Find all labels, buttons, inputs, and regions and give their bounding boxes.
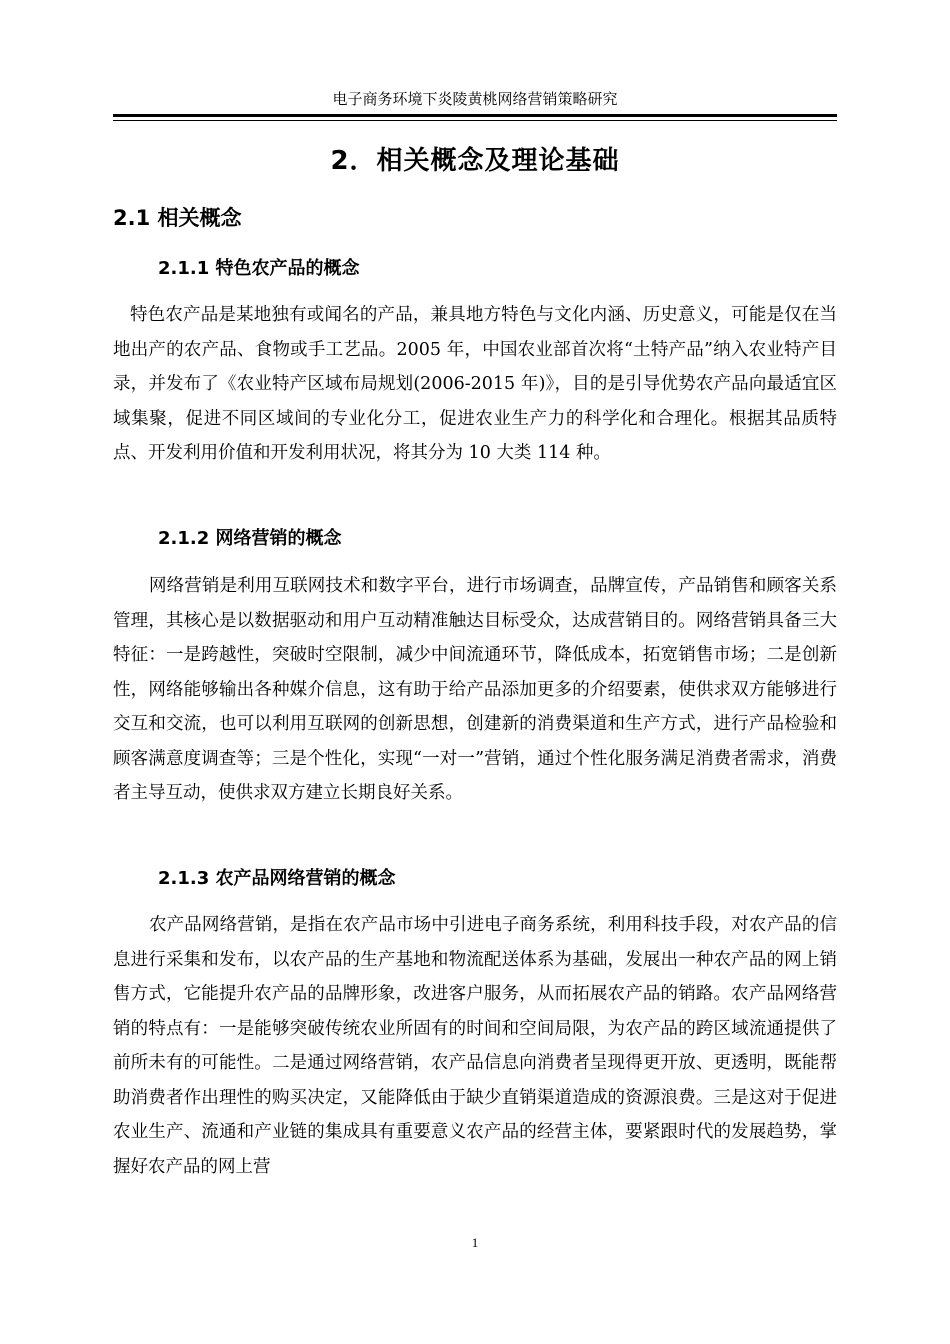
running-header: 电子商务环境下炎陵黄桃网络营销策略研究 <box>332 90 618 108</box>
subsection-heading-2-1-2: 2.1.2 网络营销的概念 <box>158 528 342 549</box>
paragraph-2-1-1: 特色农产品是某地独有或闻名的产品，兼具地方特色与文化内涵、历史意义，可能是仅在当地出产的农产品、食物或手工艺品。2005 年，中国农业部首次将“土特产品”纳入农业特产目录，并发布了《农业特产区域布局规划(2006-2015 年)》，目的是引导优势农产品向最适宜区域集聚，促进不同区域间的专业化分工，促进农业生产力的科学化和合理化。根据其品质特点、开发利用价值和开发利用状况，将其分为 10 大类 114 种。 <box>113 305 837 463</box>
header-rule-thin <box>113 120 837 121</box>
chapter-title: 2．相关概念及理论基础 <box>330 146 620 176</box>
paragraph-2-1-3: 农产品网络营销，是指在农产品市场中引进电子商务系统，利用科技手段，对农产品的信息进行采集和发布，以农产品的生产基地和物流配送体系为基础，发展出一种农产品的网上销售方式，它能提升农产品的品牌形象，改进客户服务，从而拓展农产品的销路。农产品网络营销的特点有：一是能够突破传统农业所固有的时间和空间局限，为农产品的跨区域流通提供了前所未有的可能性。二是通过网络营销，农产品信息向消费者呈现得更开放、更透明，既能帮助消费者作出理性的购买决定，又能降低由于缺少直销渠道造成的资源浪费。三是这对于促进农业生产、流通和产业链的集成具有重要意义农产品的经营主体，要紧跟时代的发展趋势，掌握好农产品的网上营 <box>113 915 837 1177</box>
header-rule-thick <box>113 114 837 117</box>
section-heading-2-1: 2.1 相关概念 <box>113 206 242 230</box>
page-number: 1 <box>471 1235 479 1250</box>
subsection-heading-2-1-1: 2.1.1 特色农产品的概念 <box>158 258 360 279</box>
subsection-heading-2-1-3: 2.1.3 农产品网络营销的概念 <box>158 868 396 889</box>
paragraph-2-1-2: 网络营销是利用互联网技术和数字平台，进行市场调查，品牌宣传，产品销售和顾客关系管理，其核心是以数据驱动和用户互动精准触达目标受众，达成营销目的。网络营销具备三大特征：一是跨越性，突破时空限制，减少中间流通环节，降低成本，拓宽销售市场；二是创新性，网络能够输出各种媒介信息，这有助于给产品添加更多的介绍要素，使供求双方能够进行交互和交流，也可以利用互联网的创新思想，创建新的消费渠道和生产方式，进行产品检验和顾客满意度调查等；三是个性化，实现“一对一”营销，通过个性化服务满足消费者需求，消费者主导互动，使供求双方建立长期良好关系。 <box>113 576 837 803</box>
